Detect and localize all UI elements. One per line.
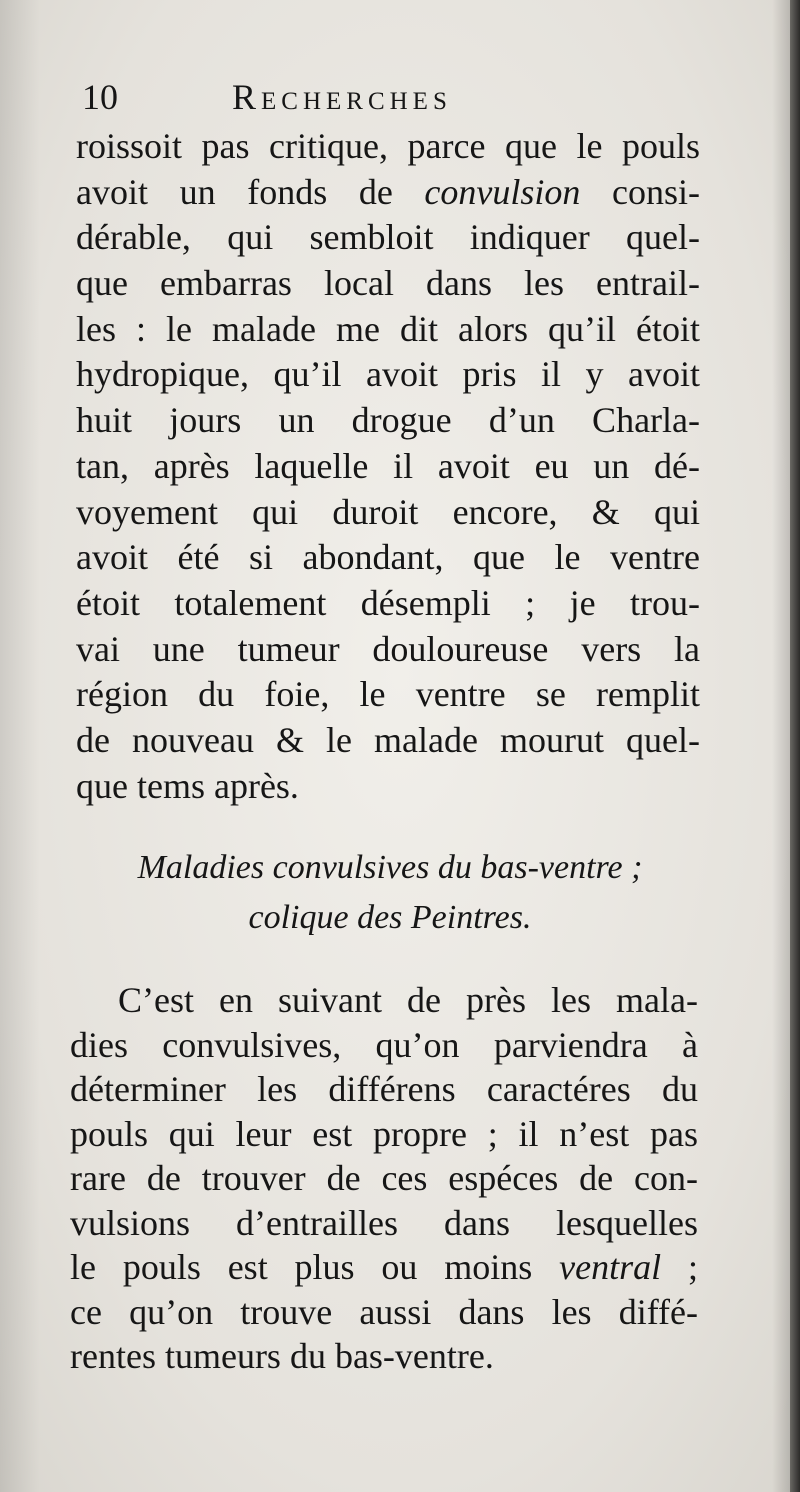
text-segment: le pouls est plus ou moins [70, 1247, 533, 1287]
text-line: dies convulsives, qu’on parviendra à [70, 1024, 698, 1065]
text-line: étoit totalement désempli ; je trou- [76, 582, 700, 623]
page-number: 10 [82, 77, 118, 117]
section-heading-line: Maladies convulsives du bas-ventre ; [137, 849, 643, 886]
paragraph-2 [70, 978, 698, 1379]
text-line: voyement qui duroit encore, & qui [76, 491, 700, 532]
text-line: rentes tumeurs du bas-ventre. [70, 1336, 494, 1376]
italic-term: ventral [559, 1247, 662, 1287]
text-line: dérable, qui sembloit indiquer quel- [76, 217, 700, 258]
italic-term: convulsion [424, 171, 581, 212]
text-line: ce qu’on trouve aussi dans les diffé- [70, 1291, 698, 1332]
text-line: région du foie, le ventre se remplit [76, 674, 700, 715]
section-heading [90, 843, 690, 943]
text-line: hydropique, qu’il avoit pris il y avoit [76, 354, 700, 395]
text-line: de nouveau & le malade mourut quel- [76, 719, 700, 760]
text-line: avoit été si abondant, que le ventre [76, 537, 700, 578]
text-line [70, 1245, 698, 1290]
text-segment: avoit un fonds de [76, 171, 393, 212]
text-line: tan, après laquelle il avoit eu un dé- [76, 445, 700, 486]
text-line: vai une tumeur douloureuse vers la [76, 628, 700, 669]
paragraph-1 [76, 124, 700, 809]
page-header [82, 72, 602, 122]
text-line: les : le malade me dit alors qu’il étoit [76, 308, 700, 349]
text-line: rare de trouver de ces espéces de con- [70, 1158, 698, 1198]
text-line: C’est en suivant de près les mala- [118, 980, 698, 1020]
running-head: Recherches [232, 77, 452, 117]
page-binding-edge [790, 0, 800, 1492]
text-line [76, 170, 700, 216]
text-line: pouls qui leur est propre ; il n’est pas [70, 1113, 698, 1154]
text-line: déterminer les différens caractéres du [70, 1069, 698, 1109]
text-line: que embarras local dans les entrail- [76, 263, 700, 304]
text-line: que tems après. [76, 765, 299, 806]
section-heading-line: colique des Peintres. [248, 899, 532, 936]
text-line: vulsions d’entrailles dans lesquelles [70, 1202, 698, 1243]
text-segment: ; [688, 1247, 699, 1287]
text-line: huit jours un drogue d’un Charla- [76, 400, 700, 441]
text-segment: consi- [612, 171, 701, 212]
text-line: roissoit pas critique, parce que le pouls [76, 126, 700, 166]
